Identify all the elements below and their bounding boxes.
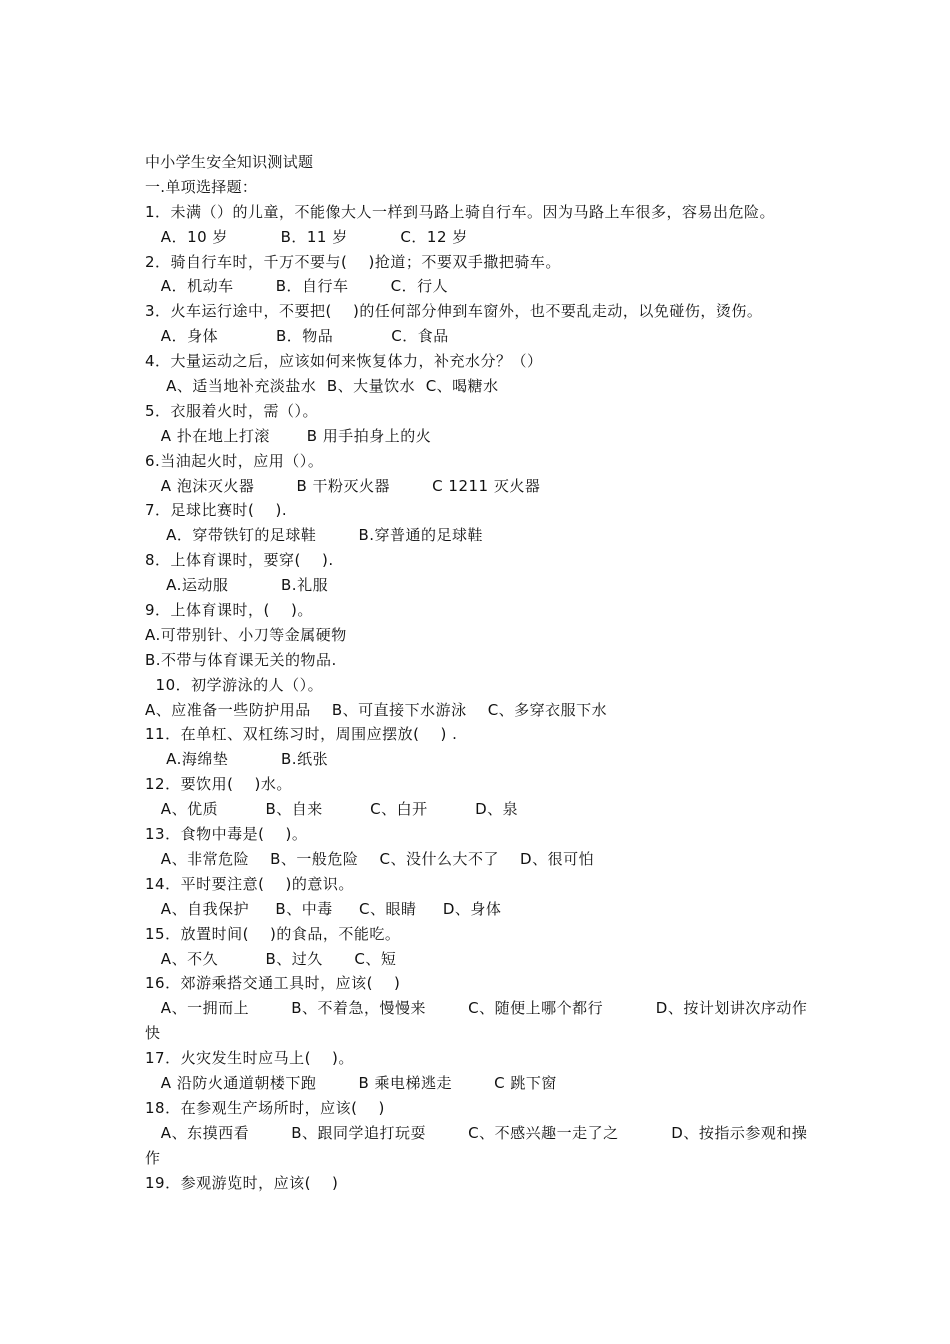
- options-14: A、自我保护 B、中毒 C、眼睛 D、身体: [145, 899, 502, 918]
- question-2: 2．骑自行车时，千万不要与( )抢道；不要双手撒把骑车。: [145, 252, 561, 271]
- question-18: 18．在参观生产场所时，应该( ): [145, 1098, 385, 1117]
- options-18-wrap: 作: [145, 1148, 161, 1167]
- question-8: 8．上体育课时，要穿( ).: [145, 551, 334, 570]
- options-3: A．身体 B．物品 C．食品: [145, 327, 449, 346]
- question-7: 7．足球比赛时( ).: [145, 501, 288, 520]
- options-13: A、非常危险 B、一般危险 C、没什么大不了 D、很可怕: [145, 849, 595, 868]
- options-4: A、适当地补充淡盐水 B、大量饮水 C、喝糖水: [145, 377, 499, 396]
- options-11: A.海绵垫 B.纸张: [145, 750, 329, 769]
- options-10: A、应准备一些防护用品 B、可直接下水游泳 C、多穿衣服下水: [145, 700, 608, 719]
- question-14: 14．平时要注意( )的意识。: [145, 874, 354, 893]
- options-17: A 沿防火通道朝楼下跑 B 乘电梯逃走 C 跳下窗: [145, 1073, 557, 1092]
- options-16: A、一拥而上 B、不着急，慢慢来 C、随便上哪个都行 D、按计划讲次序动作: [145, 999, 808, 1018]
- question-4: 4．大量运动之后，应该如何来恢复体力，补充水分？（）: [145, 352, 543, 371]
- options-16-wrap: 快: [145, 1024, 161, 1043]
- question-19: 19．参观游览时，应该( ): [145, 1173, 339, 1192]
- question-6: 6.当油起火时，应用（）。: [145, 451, 324, 470]
- question-16: 16．郊游乘搭交通工具时，应该( ): [145, 974, 401, 993]
- document-body: [145, 150, 815, 1195]
- document-title: 中小学生安全知识测试题: [145, 153, 314, 171]
- question-11: 11．在单杠、双杠练习时，周围应摆放( ) .: [145, 725, 458, 744]
- options-12: A、优质 B、自来 C、白开 D、泉: [145, 800, 519, 819]
- options-8: A.运动服 B.礼服: [145, 576, 329, 595]
- question-15: 15．放置时间( )的食品，不能吃。: [145, 924, 401, 943]
- options-1: A．10 岁 B．11 岁 C．12 岁: [145, 227, 468, 246]
- question-13: 13．食物中毒是( )。: [145, 825, 308, 844]
- question-10: 10．初学游泳的人（）。: [145, 675, 324, 694]
- options-9-b: B.不带与体育课无关的物品.: [145, 650, 337, 669]
- options-18: A、东摸西看 B、跟同学追打玩耍 C、不感兴趣一走了之 D、按指示参观和操: [145, 1123, 808, 1142]
- question-17: 17．火灾发生时应马上( )。: [145, 1049, 354, 1068]
- options-9-a: A.可带别针、小刀等金属硬物: [145, 625, 347, 644]
- options-15: A、不久 B、过久 C、短: [145, 949, 397, 968]
- options-6: A 泡沫灭火器 B 干粉灭火器 C 1211 灭火器: [145, 476, 541, 495]
- question-12: 12．要饮用( )水。: [145, 775, 292, 794]
- question-1: 1．未满（）的儿童，不能像大人一样到马路上骑自行车。因为马路上车很多，容易出危险。: [145, 202, 776, 221]
- question-9: 9．上体育课时，( )。: [145, 601, 313, 620]
- question-5: 5．衣服着火时，需（）。: [145, 401, 319, 420]
- options-2: A．机动车 B．自行车 C．行人: [145, 277, 449, 296]
- options-7: A．穿带铁钉的足球鞋 B.穿普通的足球鞋: [145, 526, 484, 545]
- options-5: A 扑在地上打滚 B 用手拍身上的火: [145, 426, 432, 445]
- section-heading: 一.单项选择题：: [145, 177, 258, 196]
- question-3: 3．火车运行途中，不要把( )的任何部分伸到车窗外，也不要乱走动，以免碰伤，烫伤。: [145, 302, 763, 321]
